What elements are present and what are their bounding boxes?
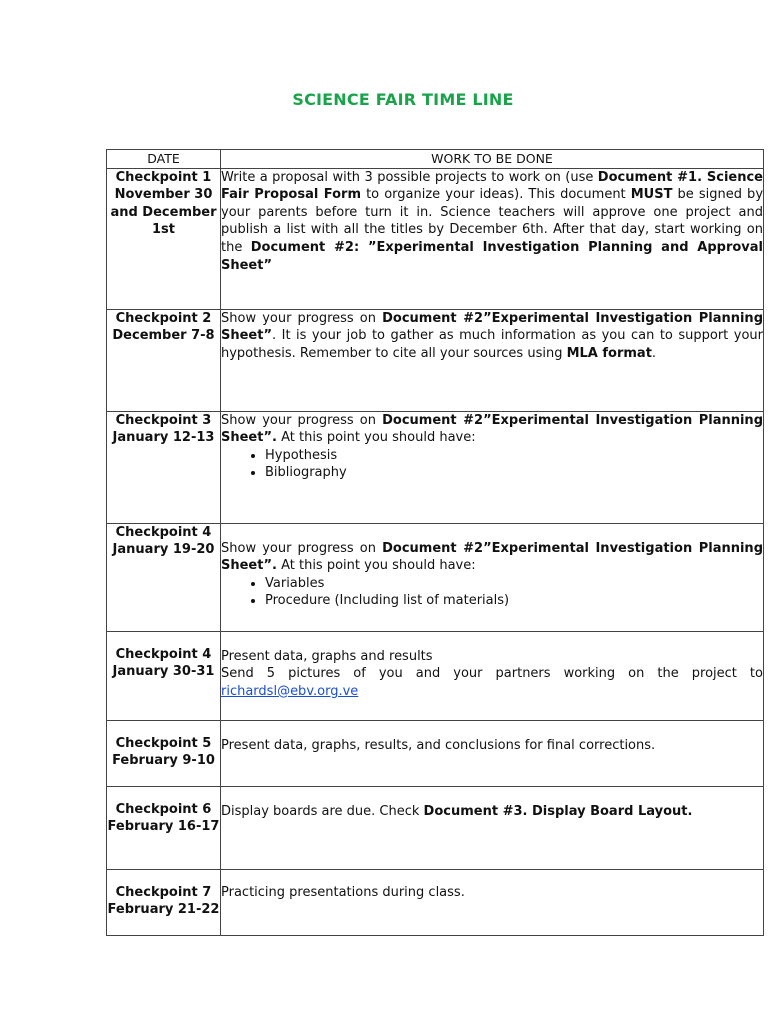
checkpoint-date: February 16-17 <box>107 819 220 835</box>
checkpoint-label: Checkpoint 3 <box>115 412 212 428</box>
checkpoint-date: February 9-10 <box>112 753 215 769</box>
checkpoint-date: December 7-8 <box>112 328 215 344</box>
checkpoint-label: Checkpoint 2 <box>115 310 212 326</box>
list-item: • Procedure (Including list of materials) <box>265 592 763 610</box>
date-cell <box>107 786 221 869</box>
work-cell <box>221 786 764 869</box>
work-text: Practicing presentations during class. <box>221 884 465 900</box>
document-reference: Document #2”Experimental Investigation Planning Sheet”. <box>221 412 763 446</box>
work-cell <box>221 631 764 720</box>
date-cell <box>107 523 221 631</box>
work-text: At this point you should have: <box>276 430 476 446</box>
date-cell <box>107 411 221 523</box>
table-row <box>107 786 764 869</box>
work-line: Present data, graphs and results <box>221 648 433 664</box>
date-cell <box>107 631 221 720</box>
work-text: Show your progress on <box>221 412 383 428</box>
date-cell <box>107 720 221 786</box>
email-link[interactable]: richardsl@ebv.org.ve <box>221 683 359 699</box>
emphasis-text: MLA format <box>566 345 652 361</box>
document-reference: Document #3. Display Board Layout. <box>423 803 693 819</box>
document-reference: Document #1. Science Fair Proposal Form <box>221 169 763 203</box>
table-row <box>107 720 764 786</box>
work-text: Present data, graphs, results, and conclusions for final corrections. <box>221 737 656 753</box>
table-row <box>107 168 764 309</box>
list-item: • Bibliography <box>265 464 763 482</box>
checkpoint-date: November 30 and December 1st <box>110 187 217 238</box>
date-cell <box>107 309 221 411</box>
checkpoint-label: Checkpoint 4 <box>115 646 212 662</box>
work-text: Show your progress on <box>221 540 383 556</box>
page-title: SCIENCE FAIR TIME LINE <box>292 90 514 109</box>
document-reference: Document #2”Experimental Investigation Planning Sheet”. <box>221 540 763 574</box>
work-text: Write a proposal with 3 possible projects to work on (use <box>221 169 598 185</box>
header-row <box>107 150 764 169</box>
date-cell <box>107 168 221 309</box>
work-text: Show your progress on <box>221 310 383 326</box>
work-cell <box>221 720 764 786</box>
work-text: . It is your job to gather as much information as you can to support your hypothesis. Remember to cite all your sources using <box>221 328 763 361</box>
work-text: be signed by your parents before turn it in. Science teachers will approve one project and publish a list with all the titles by December 6th. After that day, start working on the <box>221 187 764 255</box>
checkpoint-label: Checkpoint 1 <box>115 169 212 185</box>
checkpoint-date: January 30-31 <box>112 664 215 680</box>
emphasis-text: MUST <box>630 187 673 203</box>
work-text: At this point you should have: <box>276 558 476 574</box>
date-column-header: DATE <box>107 150 221 169</box>
requirements-list <box>221 575 763 610</box>
table-row <box>107 869 764 935</box>
work-text: Send 5 pictures of you and your partners working on the project to <box>221 666 763 682</box>
work-cell <box>221 411 764 523</box>
work-text: to organize your ideas). This document <box>361 187 631 203</box>
work-cell <box>221 869 764 935</box>
work-paragraph <box>221 665 763 700</box>
checkpoint-date: January 19-20 <box>112 542 215 558</box>
list-item: • Variables <box>265 575 763 593</box>
document-reference: Document #2: ”Experimental Investigation Planning and Approval Sheet” <box>221 239 764 273</box>
date-cell <box>107 869 221 935</box>
document-reference: Document #2”Experimental Investigation Planning Sheet” <box>221 310 763 344</box>
table-row <box>107 523 764 631</box>
checkpoint-label: Checkpoint 6 <box>115 801 212 817</box>
table-row <box>107 309 764 411</box>
work-cell <box>221 309 764 411</box>
work-text: . <box>651 345 657 361</box>
requirements-list <box>221 447 763 482</box>
timeline-table <box>106 149 764 936</box>
work-cell <box>221 523 764 631</box>
checkpoint-date: February 21-22 <box>107 902 220 918</box>
table-row <box>107 631 764 720</box>
work-paragraph <box>221 540 763 575</box>
work-text: Display boards are due. Check <box>221 803 424 819</box>
checkpoint-label: Checkpoint 4 <box>115 524 212 540</box>
checkpoint-label: Checkpoint 5 <box>115 735 212 751</box>
list-item: • Hypothesis <box>265 447 763 465</box>
table-row <box>107 411 764 523</box>
checkpoint-date: January 12-13 <box>112 430 215 446</box>
work-cell <box>221 168 764 309</box>
work-paragraph <box>221 412 763 447</box>
work-column-header: WORK TO BE DONE <box>221 150 764 169</box>
checkpoint-label: Checkpoint 7 <box>115 884 212 900</box>
